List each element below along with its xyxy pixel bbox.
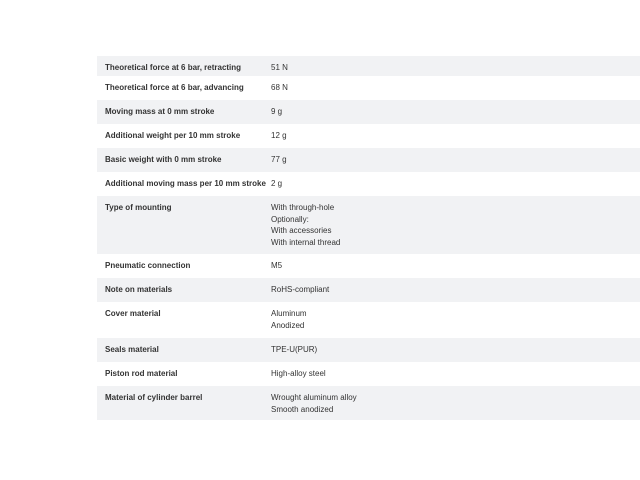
spec-row (97, 148, 640, 172)
spec-label: Additional moving mass per 10 mm stroke (105, 179, 266, 188)
spec-value (271, 106, 640, 118)
spec-value-line: M5 (271, 261, 283, 270)
spec-value (271, 130, 640, 142)
spec-value-line: With through-hole (271, 203, 335, 212)
spec-value-line: With internal thread (271, 237, 341, 247)
spec-label: Material of cylinder barrel (105, 393, 203, 402)
spec-row (97, 362, 640, 386)
spec-value-line: 77 g (271, 155, 287, 164)
spec-label: Type of mounting (105, 203, 172, 212)
spec-row (97, 56, 640, 76)
spec-row (97, 172, 640, 196)
spec-label: Pneumatic connection (105, 261, 191, 270)
spec-row (97, 124, 640, 148)
spec-row (97, 278, 640, 302)
spec-label: Theoretical force at 6 bar, advancing (105, 83, 244, 92)
spec-value (271, 82, 640, 94)
spec-value-line: Optionally: (271, 214, 309, 224)
spec-value (271, 344, 640, 356)
spec-value (271, 308, 640, 331)
spec-label: Piston rod material (105, 369, 178, 378)
spec-row (97, 338, 640, 362)
spec-value (271, 202, 640, 248)
spec-row (97, 100, 640, 124)
spec-table (97, 56, 640, 420)
spec-value (271, 62, 640, 74)
spec-value (271, 392, 640, 415)
spec-label: Moving mass at 0 mm stroke (105, 107, 215, 116)
spec-label: Cover material (105, 309, 161, 318)
spec-value-line: TPE-U(PUR) (271, 345, 318, 354)
spec-row (97, 254, 640, 278)
spec-value (271, 368, 640, 380)
spec-value-line: Wrought aluminum alloy (271, 393, 357, 402)
spec-label: Additional weight per 10 mm stroke (105, 131, 241, 140)
spec-value-line: RoHS-compliant (271, 285, 330, 294)
spec-value-line: Smooth anodized (271, 404, 334, 414)
spec-value-line: 2 g (271, 179, 283, 188)
spec-value-line: High-alloy steel (271, 369, 326, 378)
spec-row (97, 196, 640, 254)
spec-row (97, 386, 640, 420)
spec-value (271, 178, 640, 190)
spec-value-line: Anodized (271, 320, 305, 330)
spec-value-line: With accessories (271, 226, 332, 235)
spec-label: Basic weight with 0 mm stroke (105, 155, 222, 164)
spec-value-line: 12 g (271, 131, 287, 140)
spec-value-line: Aluminum (271, 309, 307, 318)
spec-label: Note on materials (105, 285, 173, 294)
spec-value-line: 68 N (271, 83, 288, 92)
spec-value-line: 9 g (271, 107, 283, 116)
spec-value (271, 284, 640, 296)
spec-label: Theoretical force at 6 bar, retracting (105, 63, 242, 72)
spec-label: Seals material (105, 345, 159, 354)
spec-value-line: 51 N (271, 63, 288, 72)
spec-value (271, 260, 640, 272)
spec-row (97, 302, 640, 338)
spec-row (97, 76, 640, 100)
spec-value (271, 154, 640, 166)
